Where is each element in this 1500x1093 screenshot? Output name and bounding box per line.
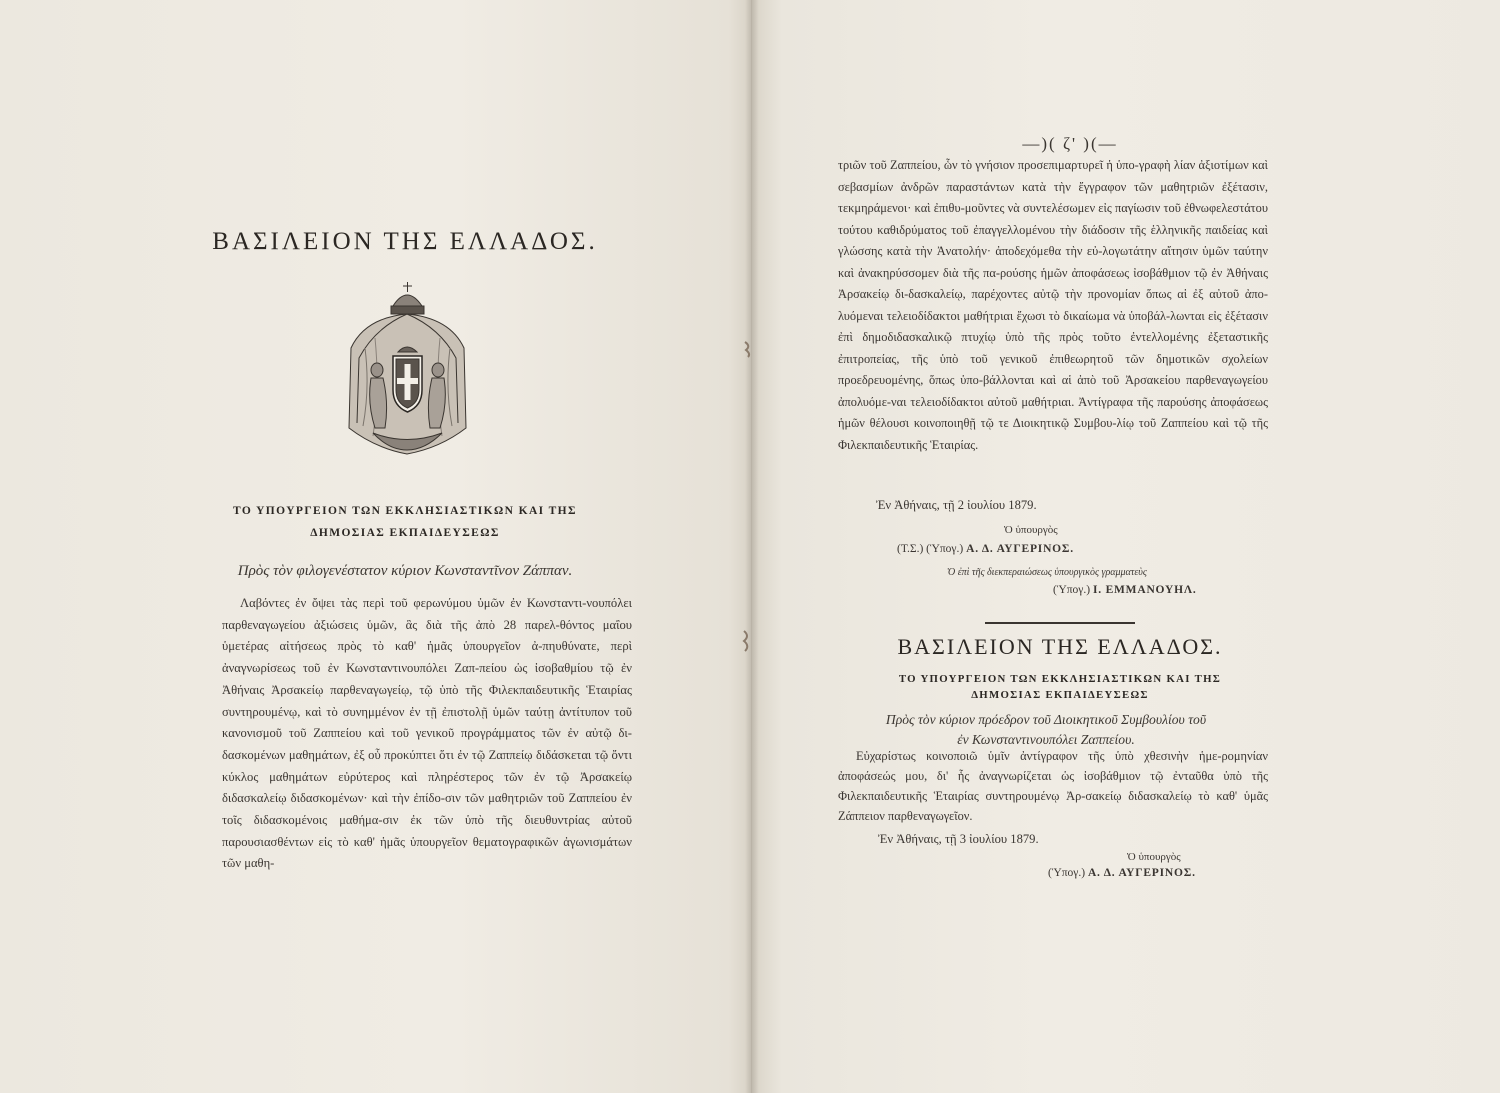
date-line-1: Ἐν Ἀθήναις, τῇ 2 ἰουλίου 1879. bbox=[876, 498, 1037, 512]
signature-3-name: Α. Δ. ΑΥΓΕΡΙΝΟΣ. bbox=[1087, 867, 1196, 879]
ministry2-line-2: ΔΗΜΟΣΙΑΣ ΕΚΠΑΙΔΕΥΣΕΩΣ bbox=[971, 689, 1149, 701]
salutation-2-line-2: ἐν Κωνσταντινουπόλει Ζαππείου. bbox=[957, 732, 1135, 747]
signature-1-prefix: (Τ.Σ.) (Ὑπογ.) bbox=[897, 543, 964, 555]
minister-title-1: Ὁ ὑπουργὸς bbox=[1004, 524, 1058, 536]
ministry-line-1: ΤΟ ΥΠΟΥΡΓΕΙΟΝ ΤΩΝ ΕΚΚΛΗΣΙΑΣΤΙΚΩΝ ΚΑΙ ΤΗΣ bbox=[233, 505, 577, 517]
ministry-line-2: ΔΗΜΟΣΙΑΣ ΕΚΠΑΙΔΕΥΣΕΩΣ bbox=[310, 527, 500, 539]
signature-2-name: Ι. ΕΜΜΑΝΟΥΗΛ. bbox=[1092, 584, 1197, 596]
coat-of-arms-icon bbox=[345, 278, 470, 463]
binding-thread-icon bbox=[741, 630, 751, 652]
ministry-heading-2 bbox=[850, 671, 1270, 703]
right-paragraph-2: Εὐχαρίστως κοινοποιῶ ὑμῖν ἀντίγραφον τῆς ὑπὸ χθεσινὴν ἡμε-ρομηνίαν ἀποφάσεώς μου, δι' ἧς ἀναγνωρίζεται ὡς ἰσοβάθμιον τῷ ἐνταῦθα ὑπὸ τῆς Φιλεκπαιδευτικῆς Ἑταιρίας συντηρουμένῳ Ἀρ-σακείῳ διδασκαλείῳ τὸ καθ' ὑμᾶς Ζάππειον παρθεναγωγεῖον. bbox=[838, 749, 1268, 823]
left-body-text bbox=[222, 593, 632, 875]
section-divider bbox=[985, 622, 1135, 624]
salutation: Πρὸς τὸν φιλογενέστατον κύριον Κωνσταντῖνον Ζάππαν. bbox=[237, 563, 573, 579]
kingdom-heading-2: ΒΑΣΙΛΕΙΟΝ ΤΗΣ ΕΛΛΑΔΟΣ. bbox=[897, 634, 1223, 659]
ministry2-line-1: ΤΟ ΥΠΟΥΡΓΕΙΟΝ ΤΩΝ ΕΚΚΛΗΣΙΑΣΤΙΚΩΝ ΚΑΙ ΤΗΣ bbox=[898, 673, 1222, 685]
signature-3-prefix: (Ὑπογ.) bbox=[1048, 867, 1086, 879]
signature-1-name: Α. Δ. ΑΥΓΕΡΙΝΟΣ. bbox=[966, 543, 1074, 555]
page-number: —)( ζ' )(— bbox=[1022, 134, 1118, 153]
right-paragraph: τριῶν τοῦ Ζαππείου, ὧν τὸ γνήσιον προσεπιμαρτυρεῖ ἡ ὑπο-γραφὴ λίαν ἀξιοτίμων καὶ σεβασμίων ἀνδρῶν παραστάντων κατὰ τὴν ἔγγραφον τῶν μαθητριῶν ἐξέτασιν, τεκμηράμενοι· καὶ ἐπιθυ-μοῦντες νὰ συντελέσωμεν εἰς παγίωσιν τοῦ ἐθνωφελεστάτου τούτου καθιδρύματος τοῦ ἐπαγγελλομένου τὴν διάδοσιν τῆς ἑλληνικῆς παιδείας καὶ γλώσσης κατὰ τὴν Ἀνατολήν· ἀποδεχόμεθα τὴν εὐ-λογωτάτην αἴτησιν ὑμῶν ταύτην καὶ ἀνακηρύσσομεν διὰ τῆς πα-ρούσης ἡμῶν ἀποφάσεως ἰσοβάθμιον τῷ ἐν Ἀθήναις Ἀρσακείῳ δι-δασκαλείῳ, παρέχοντες αὐτῷ τὴν προνομίαν ὅπως αἱ ἐξ αὐτοῦ ἀπο-λυόμεναι τελειοδίδακτοι μαθήτριαι ἔχωσι τὸ δικαίωμα νὰ ὑποβάλ-λωνται εἰς ἐξέτασιν ἐπὶ δημοδιδασκαλικῷ πτυχίῳ ὑπὸ τῆς πρὸς τοῦτο ἐντελλομένης ἐξεταστικῆς ἐπιτροπείας, τῆς ὑπὸ τοῦ γενικοῦ ἐπιθεωρητοῦ τῶν δημοτικῶν σχολείων προεδρευομένης, ὅπως ὑπο-βάλλονται καὶ αἱ ἀπὸ τοῦ Ἀρσακείου παρθεναγωγείου ἀπολυόμε-ναι τελειοδίδακτοι αὐτοῦ μαθήτριαι. Ἀντίγραφα τῆς παρούσης ἀποφάσεως ἡμῶν θέλουσι κοινοποιηθῇ τῷ τε Διοικητικῷ Συμβου-λίῳ τοῦ Ζαππείου καὶ τῷ τῆς Φιλεκπαιδευτικῆς Ἑταιρίας. bbox=[838, 158, 1268, 452]
signature-2-prefix: (Ὑπογ.) bbox=[1053, 584, 1091, 596]
minister-title-2: Ὁ ὑπουργὸς bbox=[1127, 851, 1181, 863]
kingdom-heading: ΒΑΣΙΛΕΙΟΝ ΤΗΣ ΕΛΛΑΔΟΣ. bbox=[212, 228, 598, 255]
signature-3 bbox=[1048, 867, 1196, 879]
secretary-title: Ὁ ἐπὶ τῆς διεκπεραιώσεως ὑπουργικὸς γραμματεὺς bbox=[947, 567, 1147, 578]
left-paragraph: Λαβόντες ἐν ὄψει τὰς περὶ τοῦ φερωνύμου ὑμῶν ἐν Κωνσταντι-νουπόλει παρθεναγωγείου ἀξιώσεις ὑμῶν, ἃς διὰ τῆς ἀπὸ 28 παρελ-θόντος μαΐου ὑμετέρας αἰτήσεως πρὸς τὸ καθ' ἡμᾶς ὑπουργεῖον ἀ-πηυθύνατε, περὶ ἀναγνωρίσεως τοῦ ἐν Κωνσταντινουπόλει Ζαπ-πείου ὡς ἰσοβαθμίου τῷ ἐν Ἀθήναις Ἀρσακείῳ παρθεναγωγείῳ, τῷ ὑπὸ τῆς Φιλεκπαιδευτικῆς Ἑταιρίας συντηρουμένῳ, καὶ τὸ συνημμένον ἐν τῇ ἐπιστολῇ ὑμῶν ταύτῃ ἀντίτυπον τοῦ κανονισμοῦ τοῦ Ζαππείου καὶ τοῦ γενικοῦ προγράμματος τῶν ἐν αὐτῷ δι-δασκομένων μαθημάτων, ἐξ οὗ προκύπτει ὅτι ἐν τῷ Ζαππείῳ διδάσκεται τῷ ὄντι κύκλος μαθημάτων εὐρύτερος καὶ πληρέστερος τῶν ἐν τῷ Ἀρσακείῳ διδασκαλείῳ διδασκομένων· καὶ τὴν ἐπίδο-σιν τῶν μαθητριῶν τοῦ Ζαππείου ἐν τοῖς διδασκομένοις μαθήμα-σιν ἐκ τῶν ὑπὸ τῆς διευθυντρίας αὐτοῦ παρουσιασθέντων εἰς τὸ καθ' ἡμᾶς ὑπουργεῖον θεματογραφικῶν ἀγωνισμάτων τῶν μαθη- bbox=[222, 596, 632, 871]
date-line-2: Ἐν Ἀθήναις, τῇ 3 ἰουλίου 1879. bbox=[878, 832, 1039, 846]
right-body-text bbox=[838, 155, 1268, 456]
book-fold bbox=[745, 0, 759, 1093]
right-body-text-2 bbox=[838, 746, 1268, 826]
signature-1 bbox=[897, 543, 1074, 555]
binding-thread-icon bbox=[743, 340, 753, 358]
salutation-2 bbox=[836, 710, 1256, 750]
salutation-2-line-1: Πρὸς τὸν κύριον πρόεδρον τοῦ Διοικητικοῦ Συμβουλίου τοῦ bbox=[885, 712, 1207, 727]
ministry-heading bbox=[180, 500, 630, 544]
signature-2 bbox=[1053, 584, 1197, 596]
